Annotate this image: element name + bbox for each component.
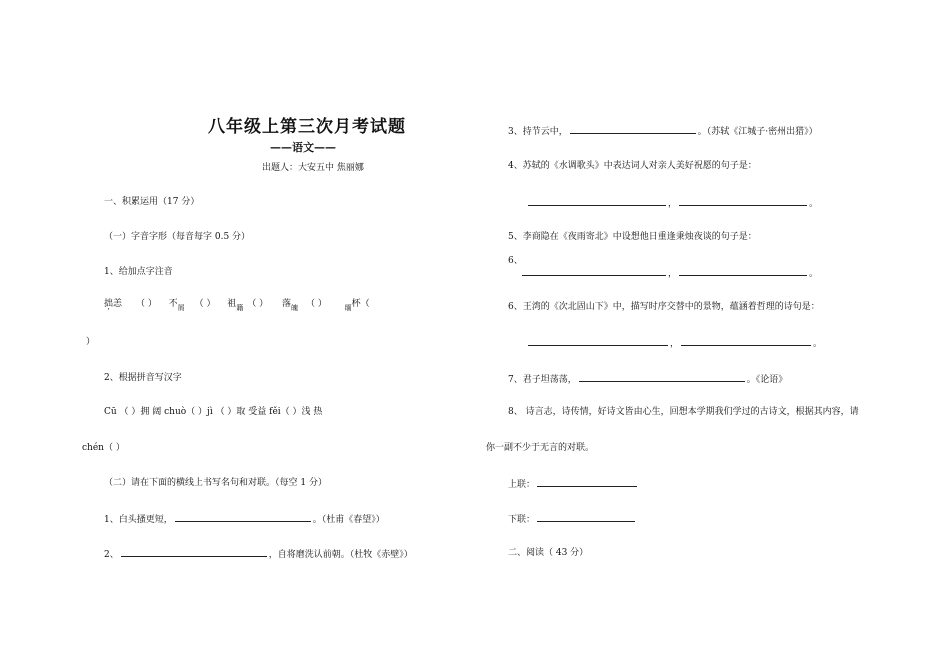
question-6-label: 6、 <box>508 256 523 266</box>
answer-blank[interactable] <box>570 124 696 134</box>
question-5-answer-line <box>520 266 818 280</box>
poem-2-line <box>104 547 413 561</box>
pinyin-items-line <box>104 298 370 310</box>
pinyin-paren: （ ） <box>194 299 216 309</box>
pinyin-char: 杯（ <box>351 299 370 309</box>
hanzi-line-1: Cū （ ）拥 阔 chuò（ ）jì （ ）取 受益 fěi（ ）浅 热 <box>104 407 323 417</box>
lower-couplet-label: 下联： <box>508 515 536 525</box>
poem-1-line <box>104 512 385 526</box>
section-2-heading: 二、阅读（ 43 分） <box>508 548 589 558</box>
pinyin-char: 落 <box>281 299 291 309</box>
question-8-line-2: 你一副不少于无言的对联。 <box>486 443 595 453</box>
question-6: 6、王湾的《次北固山下》中，描写时序交替中的景物，蕴涵着哲理的诗句是： <box>508 302 820 312</box>
answer-blank[interactable] <box>537 512 635 522</box>
poem-2-prefix: 2、 <box>104 550 119 560</box>
pinyin-paren: （ ） <box>247 299 269 309</box>
upper-couplet-label: 上联： <box>508 480 536 490</box>
question-7-prefix: 7、君子坦荡荡， <box>508 375 577 385</box>
answer-blank[interactable] <box>679 196 807 206</box>
period: 。 <box>809 269 819 279</box>
pinyin-paren: （ ） <box>136 299 157 309</box>
question-3-suffix: 。（苏轼《江城子·密州出猎》） <box>697 127 818 137</box>
poem-1-suffix: 。（杜甫《春望》） <box>312 515 385 525</box>
author-line: 出题人：大安五中 焦丽娜 <box>262 163 364 173</box>
upper-couplet-line <box>508 477 639 491</box>
pinyin-char: 不 <box>168 299 178 309</box>
answer-blank[interactable] <box>121 547 267 557</box>
subject-label: ——语文—— <box>270 141 336 154</box>
answer-blank[interactable] <box>175 512 311 522</box>
comma: ， <box>670 339 680 349</box>
section-1-heading: 一、积累运用（17 分） <box>104 197 200 207</box>
dotted-char: 缅 <box>344 304 352 312</box>
question-7-suffix: 。《论语》 <box>746 375 788 385</box>
pinyin-char: 恙 <box>113 299 123 309</box>
hanzi-line-2: chén（ ） <box>82 443 125 453</box>
comma: ， <box>668 199 678 209</box>
exam-title: 八年级上第三次月考试题 <box>208 117 406 137</box>
dotted-char: 拙 <box>104 299 114 309</box>
comma: ， <box>668 269 678 279</box>
pinyin-tail: ） <box>86 337 96 347</box>
pinyin-char: 祖 <box>227 299 237 309</box>
period: 。 <box>813 339 823 349</box>
answer-blank[interactable] <box>522 266 666 276</box>
answer-blank[interactable] <box>528 336 668 346</box>
question-7-line <box>508 372 787 386</box>
part-1-heading: （一）字音字形（每音每字 0.5 分） <box>104 232 251 242</box>
part-2-heading: （二）请在下面的横线上书写名句和对联。（每空 1 分） <box>104 478 327 488</box>
pinyin-paren: （ ） <box>305 299 327 309</box>
lower-couplet-line <box>508 512 637 526</box>
poem-2-suffix: ，自将磨洗认前朝。（杜牧《赤壁》） <box>268 550 413 560</box>
dotted-char: 屑 <box>177 304 185 312</box>
answer-blank[interactable] <box>579 372 745 382</box>
answer-blank[interactable] <box>537 477 637 487</box>
dotted-char: 籍 <box>236 304 244 312</box>
question-6-answer-line <box>526 336 822 350</box>
answer-blank[interactable] <box>679 266 807 276</box>
question-3-line <box>508 124 818 138</box>
dotted-char: 魄 <box>290 304 298 312</box>
question-4-answer-line <box>526 196 818 210</box>
question-4: 4、苏轼的《水调歌头》中表达词人对亲人美好祝愿的句子是： <box>508 161 757 171</box>
question-1: 1、给加点字注音 <box>104 267 173 277</box>
question-2: 2、根据拼音写汉字 <box>104 373 182 383</box>
poem-1-prefix: 1、白头搔更短， <box>104 515 173 525</box>
question-3-prefix: 3、持节云中， <box>508 127 568 137</box>
answer-blank[interactable] <box>681 336 811 346</box>
question-5: 5、李商隐在《夜雨寄北》中设想他日重逢秉烛夜谈的句子是： <box>508 232 757 242</box>
answer-blank[interactable] <box>528 196 666 206</box>
question-8-line-1: 8、 诗言志，诗传情，好诗文皆由心生，回想本学期我们学过的古诗文，根据其内容，请 <box>508 407 859 417</box>
period: 。 <box>809 199 819 209</box>
